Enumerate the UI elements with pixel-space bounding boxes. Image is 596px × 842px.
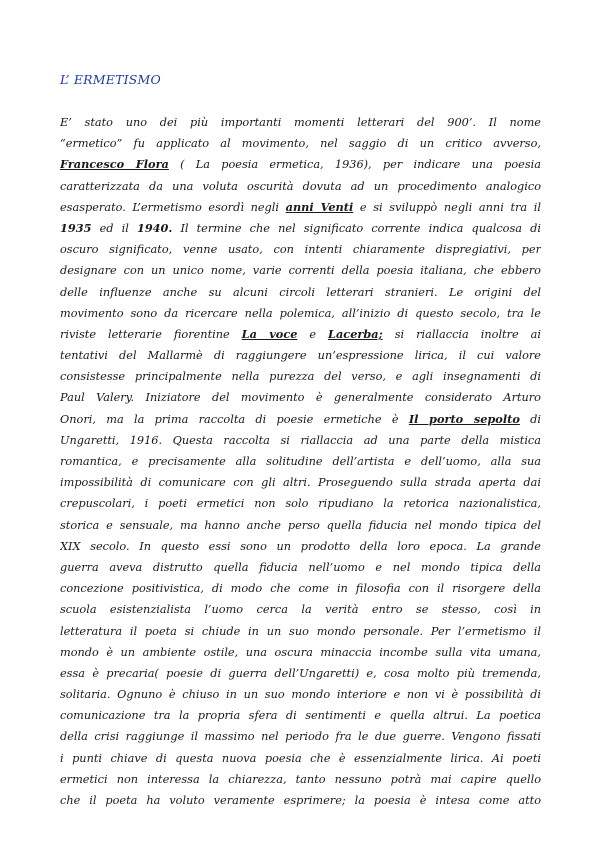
text-run: ermetici non interessa la chiarezza, tanto nessuno potrà mai capire quello: [60, 772, 541, 786]
text-line: [60, 197, 541, 218]
emphasized-text: Francesco Flora: [60, 157, 169, 172]
text-run: romantica, e precisamente alla solitudine dell’artista e dell’uomo, alla sua: [60, 455, 541, 468]
text-run: crepuscolari, i poeti ermetici non solo ripudiano la retorica nazionalistica,: [60, 497, 541, 511]
text-run: scuola esistenzialista l’uomo cerca la verità entro se stesso, così in: [60, 603, 541, 617]
text-line: [60, 493, 541, 514]
text-run: riviste letterarie fiorentine: [60, 327, 242, 341]
text-run: concezione positivistica, di modo che come in filosofia con il risorgere della: [60, 582, 541, 596]
text-run: “ermetico” fu applicato al movimento, nel saggio di un critico avverso,: [60, 137, 541, 151]
text-line: [60, 642, 541, 663]
text-run: si riallaccia inoltre ai: [382, 327, 541, 341]
text-line: [60, 260, 541, 281]
text-run: letteratura il poeta si chiude in un suo mondo personale. Per l’ermetismo il: [60, 624, 541, 638]
text-run: i punti chiave di questa nuova poesia che è essenzialmente lirica. Ai poeti: [60, 751, 541, 765]
text-run: caratterizzata da una voluta oscurità dovuta ad un procedimento analogico: [60, 179, 541, 193]
text-run: essa è precaria( poesie di guerra dell’Ungaretti) e, cosa molto più tremenda,: [60, 666, 541, 680]
text-run: solitaria. Ognuno è chiuso in un suo mondo interiore e non vi è possibilità di: [60, 688, 541, 702]
text-run: E’ stato uno dei più importanti momenti letterari del 900’. Il nome: [60, 116, 541, 129]
text-run: Paul Valery. Iniziatore del movimento è generalmente considerato Arturo: [60, 391, 541, 405]
text-run: Onori, ma la prima raccolta di poesie ermetiche è: [60, 412, 409, 426]
text-line: [60, 663, 541, 684]
text-run: impossibilità di comunicare con gli altri. Proseguendo sulla strada aperta dai: [60, 476, 541, 490]
text-run: designare con un unico nome, varie correnti della poesia italiana, che ebbero: [60, 264, 541, 278]
text-line: [60, 133, 541, 154]
text-line: [60, 409, 541, 430]
text-line: [60, 176, 541, 197]
text-line: [60, 387, 541, 408]
text-run: e: [297, 327, 329, 341]
text-run: Ungaretti, 1916. Questa raccolta si riallaccia ad una parte della mistica: [60, 433, 541, 447]
text-line: [60, 472, 541, 493]
text-line: [60, 345, 541, 366]
text-run: storica e sensuale, ma hanno anche perso quella fiducia nel mondo tipica del: [60, 518, 541, 532]
text-line: [60, 154, 541, 175]
text-run: delle influenze anche su alcuni circoli letterari stranieri. Le origini del: [60, 285, 541, 299]
text-run: tentativi del Mallarmè di raggiungere un’espressione lirica, il cui valore: [60, 349, 541, 363]
text-run: che il poeta ha voluto veramente esprimere; la poesia è intesa come atto: [60, 794, 541, 807]
text-line: [60, 282, 541, 303]
text-run: mondo è un ambiente ostile, una oscura minaccia incombe sulla vita umana,: [60, 645, 541, 659]
text-line: [60, 769, 541, 790]
text-line: [60, 726, 541, 747]
text-run: ed il: [91, 221, 137, 235]
emphasized-text: 1935: [60, 220, 92, 235]
text-run: ( La poesia ermetica, 1936), per indicare una poesia: [168, 158, 541, 172]
emphasized-text: Il porto sepolto: [408, 411, 520, 426]
emphasized-text: La voce: [241, 326, 298, 341]
text-line: [60, 599, 541, 620]
text-run: consistesse principalmente nella purezza del verso, e agli insegnamenti di: [60, 370, 541, 384]
text-line: [60, 684, 541, 705]
text-run: Il termine che nel significato corrente indica qualcosa di: [172, 221, 541, 235]
text-line: [60, 515, 541, 536]
text-run: comunicazione tra la propria sfera di sentimenti e quella altrui. La poetica: [60, 709, 541, 723]
text-run: guerra aveva distrutto quella fiducia nell’uomo e nel mondo tipica della: [60, 560, 541, 574]
emphasized-text: Lacerba;: [328, 326, 383, 341]
text-line: [60, 557, 541, 578]
text-line: [60, 430, 541, 451]
text-line: [60, 621, 541, 642]
text-run: di: [519, 412, 541, 426]
text-line: [60, 790, 541, 811]
text-line: [60, 536, 541, 557]
text-run: oscuro significato, venne usato, con intenti chiaramente dispregiativi, per: [60, 243, 541, 257]
document-heading: L’ ERMETISMO: [60, 72, 161, 87]
text-line: [60, 303, 541, 324]
text-line: [60, 578, 541, 599]
text-line: [60, 366, 541, 387]
text-run: della crisi raggiunge il massimo nel periodo fra le due guerre. Vengono fissati: [60, 730, 541, 744]
emphasized-text: 1940.: [136, 220, 173, 235]
text-run: XIX secolo. In questo essi sono un prodotto della loro epoca. La grande: [60, 539, 541, 553]
document-body: [60, 112, 541, 811]
text-line: [60, 748, 541, 769]
text-line: [60, 112, 541, 133]
emphasized-text: anni Venti: [285, 199, 354, 214]
text-line: [60, 705, 541, 726]
text-run: esasperato. L’ermetismo esordì negli: [60, 200, 286, 214]
text-line: [60, 324, 541, 345]
text-line: [60, 451, 541, 472]
text-line: [60, 239, 541, 260]
text-run: movimento sono da ricercare nella polemica, all’inizio di questo secolo, tra le: [60, 306, 541, 320]
text-run: e si sviluppò negli anni tra il: [353, 200, 541, 214]
text-line: [60, 218, 541, 239]
